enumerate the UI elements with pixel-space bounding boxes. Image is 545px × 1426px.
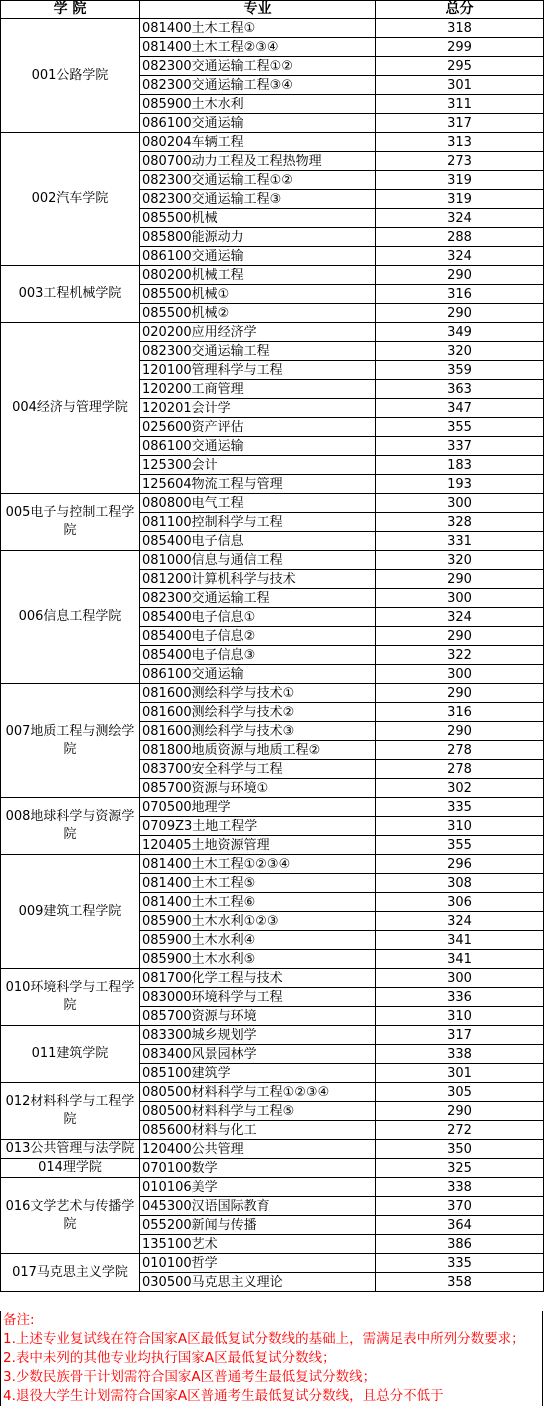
major-cell: 082300交通运输工程③④ <box>140 76 376 95</box>
college-cell: 009建筑工程学院 <box>1 855 140 969</box>
major-cell: 086100交通运输 <box>140 247 376 266</box>
major-cell: 083300城乡规划学 <box>140 1026 376 1045</box>
major-cell: 081600测绘科学与技术② <box>140 703 376 722</box>
score-cell: 341 <box>376 950 544 969</box>
major-cell: 085700资源与环境 <box>140 1007 376 1026</box>
major-cell: 081600测绘科学与技术① <box>140 684 376 703</box>
major-cell: 081400土木工程① <box>140 19 376 38</box>
major-cell: 085400电子信息③ <box>140 646 376 665</box>
major-cell: 082300交通运输工程 <box>140 342 376 361</box>
score-cell: 355 <box>376 418 544 437</box>
score-cell: 338 <box>376 1178 544 1197</box>
major-cell: 030500马克思主义理论 <box>140 1273 376 1292</box>
score-cell: 335 <box>376 1254 544 1273</box>
college-cell: 013公共管理与法学院 <box>1 1140 140 1159</box>
major-cell: 085500机械 <box>140 209 376 228</box>
major-cell: 085500机械② <box>140 304 376 323</box>
major-cell: 081400土木工程⑤ <box>140 874 376 893</box>
score-cell: 324 <box>376 912 544 931</box>
major-cell: 081700化学工程与技术 <box>140 969 376 988</box>
score-cell: 290 <box>376 722 544 741</box>
score-cell: 310 <box>376 1007 544 1026</box>
major-cell: 081400土木工程⑥ <box>140 893 376 912</box>
score-cell: 308 <box>376 874 544 893</box>
score-cell: 290 <box>376 684 544 703</box>
major-cell: 120405土地资源管理 <box>140 836 376 855</box>
major-cell: 082300交通运输工程③ <box>140 190 376 209</box>
score-cell: 386 <box>376 1235 544 1254</box>
major-cell: 080200机械工程 <box>140 266 376 285</box>
score-cell: 324 <box>376 247 544 266</box>
major-cell: 0709Z3土地工程学 <box>140 817 376 836</box>
major-cell: 086100交通运输 <box>140 665 376 684</box>
notes-section <box>0 1311 543 1406</box>
major-cell: 082300交通运输工程①② <box>140 57 376 76</box>
major-cell: 120100管理科学与工程 <box>140 361 376 380</box>
major-cell: 085900土木水利①②③ <box>140 912 376 931</box>
major-cell: 085900土木水利④ <box>140 931 376 950</box>
major-cell: 081000信息与通信工程 <box>140 551 376 570</box>
score-cell: 183 <box>376 456 544 475</box>
major-cell: 086100交通运输 <box>140 437 376 456</box>
major-cell: 125300会计 <box>140 456 376 475</box>
major-cell: 125604物流工程与管理 <box>140 475 376 494</box>
table-row <box>1 1026 544 1045</box>
note-item: 4.退役大学生计划需符合国家A区普通考生最低复试分数线，且总分不低于 <box>3 1388 444 1404</box>
header-score: 总分 <box>376 1 544 19</box>
score-cell: 295 <box>376 57 544 76</box>
score-cell: 299 <box>376 38 544 57</box>
table-row <box>1 133 544 152</box>
major-cell: 082300交通运输工程 <box>140 589 376 608</box>
table-row <box>1 1254 544 1273</box>
table-row <box>1 494 544 513</box>
major-cell: 081600测绘科学与技术③ <box>140 722 376 741</box>
table-row <box>1 266 544 285</box>
table-row <box>1 19 544 38</box>
score-cell: 290 <box>376 266 544 285</box>
college-cell: 007地质工程与测绘学院 <box>1 684 140 798</box>
score-cell: 320 <box>376 342 544 361</box>
college-cell: 006信息工程学院 <box>1 551 140 684</box>
score-cell: 317 <box>376 114 544 133</box>
score-cell: 306 <box>376 893 544 912</box>
major-cell: 083700安全科学与工程 <box>140 760 376 779</box>
score-cell: 341 <box>376 931 544 950</box>
college-cell: 004经济与管理学院 <box>1 323 140 494</box>
major-cell: 070100数学 <box>140 1159 376 1178</box>
header-row <box>1 1 544 19</box>
college-cell: 002汽车学院 <box>1 133 140 266</box>
score-cell: 324 <box>376 608 544 627</box>
score-cell: 300 <box>376 969 544 988</box>
major-cell: 081400土木工程①②③④ <box>140 855 376 874</box>
header-college: 学 院 <box>1 1 140 19</box>
major-cell: 085500机械① <box>140 285 376 304</box>
table-body <box>1 19 544 1292</box>
note-item: 3.少数民族骨干计划需符合国家A区普通考生最低复试分数线； <box>3 1369 377 1385</box>
major-cell: 085800能源动力 <box>140 228 376 247</box>
major-cell: 045300汉语国际教育 <box>140 1197 376 1216</box>
header-major: 专业 <box>140 1 376 19</box>
major-cell: 080500材料科学与工程⑤ <box>140 1102 376 1121</box>
major-cell: 025600资产评估 <box>140 418 376 437</box>
table-row <box>1 684 544 703</box>
score-cell: 301 <box>376 1064 544 1083</box>
college-cell: 011建筑学院 <box>1 1026 140 1083</box>
score-cell: 316 <box>376 285 544 304</box>
score-cell: 349 <box>376 323 544 342</box>
score-cell: 278 <box>376 741 544 760</box>
score-cell: 319 <box>376 171 544 190</box>
score-cell: 322 <box>376 646 544 665</box>
score-cell: 290 <box>376 304 544 323</box>
major-cell: 085600材料与化工 <box>140 1121 376 1140</box>
score-cell: 313 <box>376 133 544 152</box>
score-cell: 305 <box>376 1083 544 1102</box>
college-cell: 012材料科学与工程学院 <box>1 1083 140 1140</box>
score-cell: 331 <box>376 532 544 551</box>
major-cell: 120400公共管理 <box>140 1140 376 1159</box>
major-cell: 085400电子信息② <box>140 627 376 646</box>
score-cell: 288 <box>376 228 544 247</box>
score-cell: 328 <box>376 513 544 532</box>
table-row <box>1 323 544 342</box>
score-cell: 355 <box>376 836 544 855</box>
major-cell: 085900土木水利 <box>140 95 376 114</box>
major-cell: 080500材料科学与工程①②③④ <box>140 1083 376 1102</box>
major-cell: 085400电子信息① <box>140 608 376 627</box>
score-cell: 319 <box>376 190 544 209</box>
score-cell: 301 <box>376 76 544 95</box>
table-row <box>1 969 544 988</box>
major-cell: 085700资源与环境① <box>140 779 376 798</box>
table-row <box>1 1140 544 1159</box>
major-cell: 080204车辆工程 <box>140 133 376 152</box>
major-cell: 085900土木水利⑤ <box>140 950 376 969</box>
score-cell: 300 <box>376 494 544 513</box>
college-cell: 010环境科学与工程学院 <box>1 969 140 1026</box>
note-item: 2.表中未列的其他专业均执行国家A区最低复试分数线； <box>3 1350 336 1366</box>
college-cell: 016文学艺术与传播学院 <box>1 1178 140 1254</box>
notes-title: 备注: <box>3 1312 35 1328</box>
major-cell: 085100建筑学 <box>140 1064 376 1083</box>
college-cell: 003工程机械学院 <box>1 266 140 323</box>
score-cell: 300 <box>376 589 544 608</box>
table-row <box>1 855 544 874</box>
college-cell: 008地球科学与资源学院 <box>1 798 140 855</box>
major-cell: 080800电气工程 <box>140 494 376 513</box>
college-cell: 005电子与控制工程学院 <box>1 494 140 551</box>
score-cell: 302 <box>376 779 544 798</box>
score-cell: 336 <box>376 988 544 1007</box>
score-cell: 316 <box>376 703 544 722</box>
score-cell: 335 <box>376 798 544 817</box>
score-cell: 296 <box>376 855 544 874</box>
major-cell: 010106美学 <box>140 1178 376 1197</box>
college-cell: 001公路学院 <box>1 19 140 133</box>
major-cell: 083000环境科学与工程 <box>140 988 376 1007</box>
major-cell: 055200新闻与传播 <box>140 1216 376 1235</box>
major-cell: 135100艺术 <box>140 1235 376 1254</box>
major-cell: 081800地质资源与地质工程② <box>140 741 376 760</box>
score-cell: 290 <box>376 627 544 646</box>
table-row <box>1 551 544 570</box>
score-cell: 347 <box>376 399 544 418</box>
note-item: 1.上述专业复试线在符合国家A区最低复试分数线的基础上，需满足表中所列分数要求； <box>3 1331 525 1347</box>
college-cell: 014理学院 <box>1 1159 140 1178</box>
major-cell: 020200应用经济学 <box>140 323 376 342</box>
major-cell: 081200计算机科学与技术 <box>140 570 376 589</box>
college-cell: 017马克思主义学院 <box>1 1254 140 1292</box>
score-cell: 325 <box>376 1159 544 1178</box>
score-cell: 338 <box>376 1045 544 1064</box>
score-cell: 193 <box>376 475 544 494</box>
major-cell: 081400土木工程②③④ <box>140 38 376 57</box>
table-row <box>1 1159 544 1178</box>
score-cell: 290 <box>376 1102 544 1121</box>
score-cell: 300 <box>376 665 544 684</box>
major-cell: 120200工商管理 <box>140 380 376 399</box>
score-cell: 363 <box>376 380 544 399</box>
score-cell: 337 <box>376 437 544 456</box>
score-cell: 359 <box>376 361 544 380</box>
score-cell: 273 <box>376 152 544 171</box>
major-cell: 086100交通运输 <box>140 114 376 133</box>
score-cell: 320 <box>376 551 544 570</box>
score-cell: 317 <box>376 1026 544 1045</box>
score-cell: 358 <box>376 1273 544 1292</box>
table-row <box>1 1083 544 1102</box>
table-row <box>1 798 544 817</box>
score-cell: 310 <box>376 817 544 836</box>
score-cell: 370 <box>376 1197 544 1216</box>
major-cell: 070500地理学 <box>140 798 376 817</box>
major-cell: 120201会计学 <box>140 399 376 418</box>
major-cell: 081100控制科学与工程 <box>140 513 376 532</box>
score-cell: 272 <box>376 1121 544 1140</box>
score-cell: 350 <box>376 1140 544 1159</box>
score-cell: 318 <box>376 19 544 38</box>
major-cell: 080700动力工程及工程热物理 <box>140 152 376 171</box>
score-cell: 364 <box>376 1216 544 1235</box>
table-row <box>1 1178 544 1197</box>
score-cell: 278 <box>376 760 544 779</box>
major-cell: 082300交通运输工程①② <box>140 171 376 190</box>
score-cell: 290 <box>376 570 544 589</box>
major-cell: 085400电子信息 <box>140 532 376 551</box>
major-cell: 083400风景园林学 <box>140 1045 376 1064</box>
score-cell: 324 <box>376 209 544 228</box>
score-cell: 311 <box>376 95 544 114</box>
major-cell: 010100哲学 <box>140 1254 376 1273</box>
